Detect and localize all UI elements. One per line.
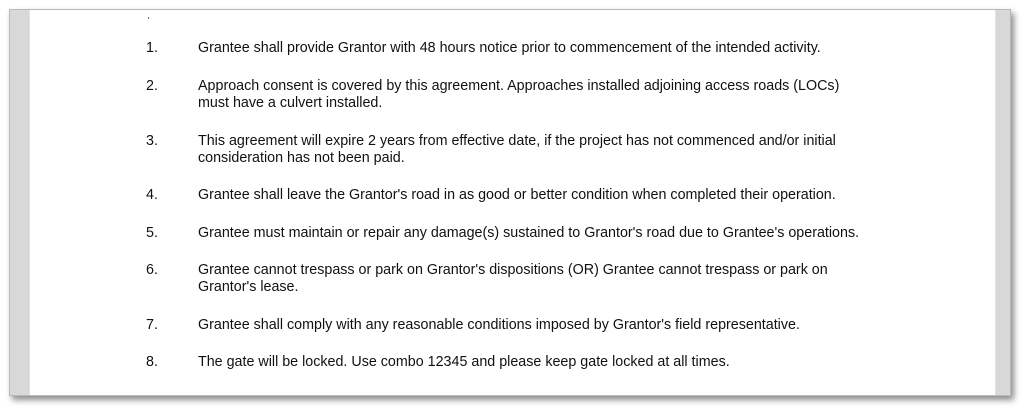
clause-line: Grantee shall provide Grantor with 48 hours notice prior to commencement of the intended activity. xyxy=(198,40,821,56)
clause-number: 7. xyxy=(146,317,158,333)
clause-line: Grantor's lease. xyxy=(198,279,299,295)
clause-text xyxy=(198,133,958,167)
clause-line: Grantee must maintain or repair any damage(s) sustained to Grantor's road due to Grantee's operations. xyxy=(198,225,860,241)
clause-number: 1. xyxy=(146,40,158,56)
clause-number: 3. xyxy=(146,133,158,149)
clause-number: 5. xyxy=(146,225,158,241)
clause-text xyxy=(198,40,958,57)
clause-number: 8. xyxy=(146,354,158,370)
clause-text xyxy=(198,225,958,242)
clause-number: 4. xyxy=(146,187,158,203)
clause-text xyxy=(198,317,958,334)
clause-text xyxy=(198,262,958,296)
clause-line: Grantee shall leave the Grantor's road in as good or better condition when completed their operation. xyxy=(198,187,836,203)
clause-line: This agreement will expire 2 years from effective date, if the project has not commenced and/or initial xyxy=(198,133,836,149)
clause-number: 6. xyxy=(146,262,158,278)
clause-line: must have a culvert installed. xyxy=(198,95,383,111)
clause-list xyxy=(30,10,995,395)
document-page xyxy=(29,10,996,395)
clause-line: The gate will be locked. Use combo 12345 and please keep gate locked at all times. xyxy=(198,354,730,370)
clause-text xyxy=(198,354,958,371)
clause-text xyxy=(198,187,958,204)
clause-line: Grantee cannot trespass or park on Grantor's dispositions (OR) Grantee cannot trespass or park on xyxy=(198,262,828,278)
clause-line: consideration has not been paid. xyxy=(198,150,405,166)
document-frame xyxy=(9,9,1011,396)
clause-line: Approach consent is covered by this agreement. Approaches installed adjoining access roads (LOCs) xyxy=(198,78,840,94)
clause-text xyxy=(198,78,958,112)
clause-number: 2. xyxy=(146,78,158,94)
clause-line: Grantee shall comply with any reasonable conditions imposed by Grantor's field representative. xyxy=(198,317,800,333)
